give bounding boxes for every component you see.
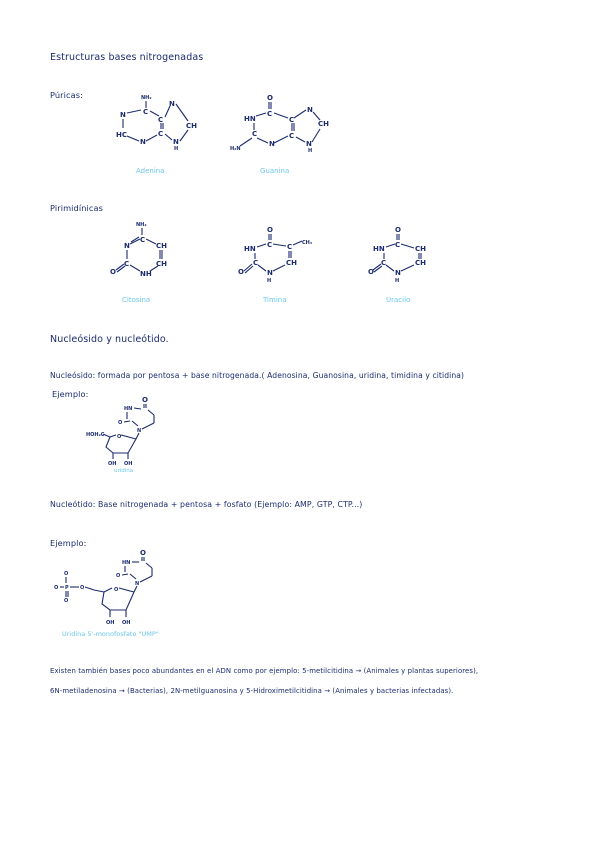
adenine-nh2-label: NH₂ (141, 95, 152, 101)
guanine-c6-label: C (267, 110, 273, 118)
uracil-c6-label: CH (415, 259, 426, 267)
thymine-c2-label: C (253, 259, 259, 267)
ump-oh3-label: OH (106, 620, 115, 626)
uracil-o2-label: O (368, 268, 374, 276)
uracil-c4-label: C (395, 241, 401, 249)
thymine-c5-label: C (287, 243, 293, 251)
adenine-c4-label: C (158, 130, 164, 138)
adenine-c6-label: C (143, 108, 149, 116)
uridine-oh2-label: OH (124, 461, 133, 467)
thymine-structure (236, 225, 321, 285)
adenine-c2-label: HC (116, 131, 127, 139)
thymine-ch3-label: CH₃ (302, 240, 313, 246)
adenine-n3-label: N (140, 138, 146, 146)
adenine-n7-label: N (169, 100, 175, 108)
guanine-n1-label: HN (244, 115, 256, 123)
adenine-n1-label: N (120, 111, 126, 119)
ump-n3-label: HN (122, 560, 131, 566)
uracil-n1-label: N (395, 269, 401, 277)
uridine-caption: uridina (114, 468, 134, 474)
ump-structure (52, 548, 172, 628)
guanine-c2-label: C (252, 130, 258, 138)
thymine-n1-h-label: H (267, 278, 272, 284)
thymine-c6-label: CH (286, 259, 297, 267)
ump-o-ester-label: O (80, 585, 85, 591)
uracil-structure (368, 225, 438, 285)
guanine-c4-label: C (289, 132, 295, 140)
rare-bases-line2: 6N-metiladenosina → (Bacterias), 2N-metilguanosina y 5-Hidroximetilcitidina → (Animales y bacterias infectadas). (50, 687, 454, 695)
guanine-n9-label: N (306, 140, 312, 148)
ump-n1-label: N (135, 581, 140, 587)
guanine-h2n-label: H₂N (230, 146, 241, 152)
adenine-structure (110, 92, 205, 152)
adenine-n9-label: N (173, 138, 179, 146)
thymine-n3-label: HN (244, 245, 256, 253)
uridine-n3-label: HN (124, 406, 133, 412)
ump-oh2-label: OH (122, 620, 131, 626)
ump-o-bottom-label: O (64, 598, 69, 604)
cytosine-o-label: O (110, 268, 116, 276)
uridine-o2-label: O (118, 420, 123, 426)
cytosine-n3-label: N (124, 242, 130, 250)
adenine-c8-label: CH (186, 122, 197, 130)
thymine-c4-label: C (267, 241, 273, 249)
cytosine-c6-label: CH (156, 260, 167, 268)
ump-o2-label: O (116, 573, 121, 579)
cytosine-c2-label: C (124, 260, 130, 268)
guanine-caption: Guanina (260, 167, 290, 175)
uridine-ch2oh-label: HOH₂C (86, 432, 105, 438)
uracil-caption: Uracilo (386, 296, 411, 304)
guanine-c8-label: CH (318, 120, 329, 128)
nucleotide-example-label: Ejemplo: (50, 538, 87, 548)
uracil-c2-label: C (381, 259, 387, 267)
ump-o4-label: O (140, 549, 146, 557)
ump-o-left-label: O (54, 585, 59, 591)
cytosine-nh2-label: NH₂ (136, 222, 147, 228)
adenine-caption: Adenina (136, 167, 165, 175)
guanine-c5-label: C (289, 116, 295, 124)
cytosine-n1-label: NH (140, 270, 152, 278)
guanine-o-label: O (267, 94, 273, 102)
cytosine-structure (110, 218, 180, 283)
adenine-n9-h-label: H (174, 146, 179, 152)
thymine-o2-label: O (238, 268, 244, 276)
uridine-oh3-label: OH (108, 461, 117, 467)
uridine-n1-label: N (137, 428, 142, 434)
thymine-o-label: O (267, 226, 273, 234)
guanine-structure (230, 92, 330, 152)
uracil-n1-h-label: H (395, 278, 400, 284)
ump-caption: Uridina 5'-monofosfato "UMP" (62, 630, 159, 638)
cytosine-c5-label: CH (156, 242, 167, 250)
nucleo-heading: Nucleósido y nucleótido. (50, 334, 169, 345)
ump-o-top-label: O (64, 571, 69, 577)
purines-heading: Púricas: (50, 90, 83, 100)
guanine-n3-label: N (269, 140, 275, 148)
uracil-c5-label: CH (415, 245, 426, 253)
ump-p-label: P (65, 585, 69, 591)
thymine-caption: Timina (263, 296, 287, 304)
thymine-n1-label: N (267, 269, 273, 277)
uridine-o4-label: O (142, 396, 148, 404)
uracil-n3-label: HN (373, 245, 385, 253)
guanine-n7-label: N (307, 106, 313, 114)
nucleoside-example-label: Ejemplo: (52, 389, 89, 399)
cytosine-c4-label: C (140, 236, 146, 244)
cytosine-caption: Citosina (122, 296, 151, 304)
adenine-c5-label: C (158, 116, 164, 124)
guanine-n9-h-label: H (308, 148, 313, 154)
pyrimidines-heading: Pirimidínicas (50, 203, 103, 213)
uridine-structure (86, 395, 171, 465)
page-title: Estructuras bases nitrogenadas (50, 52, 204, 63)
nucleotide-definition: Nucleótido: Base nitrogenada + pentosa + fosfato (Ejemplo: AMP, GTP, CTP...) (50, 500, 363, 509)
uracil-o-label: O (395, 226, 401, 234)
uridine-ring-o-label: O (117, 434, 122, 440)
rare-bases-line1: Existen también bases poco abundantes en el ADN como por ejemplo: 5-metilcitidina → (Animales y plantas superiores), (50, 667, 479, 675)
nucleoside-definition: Nucleósido: formada por pentosa + base nitrogenada.( Adenosina, Guanosina, uridina, timidina y citidina) (50, 371, 465, 380)
ump-ring-o-label: O (114, 587, 119, 593)
